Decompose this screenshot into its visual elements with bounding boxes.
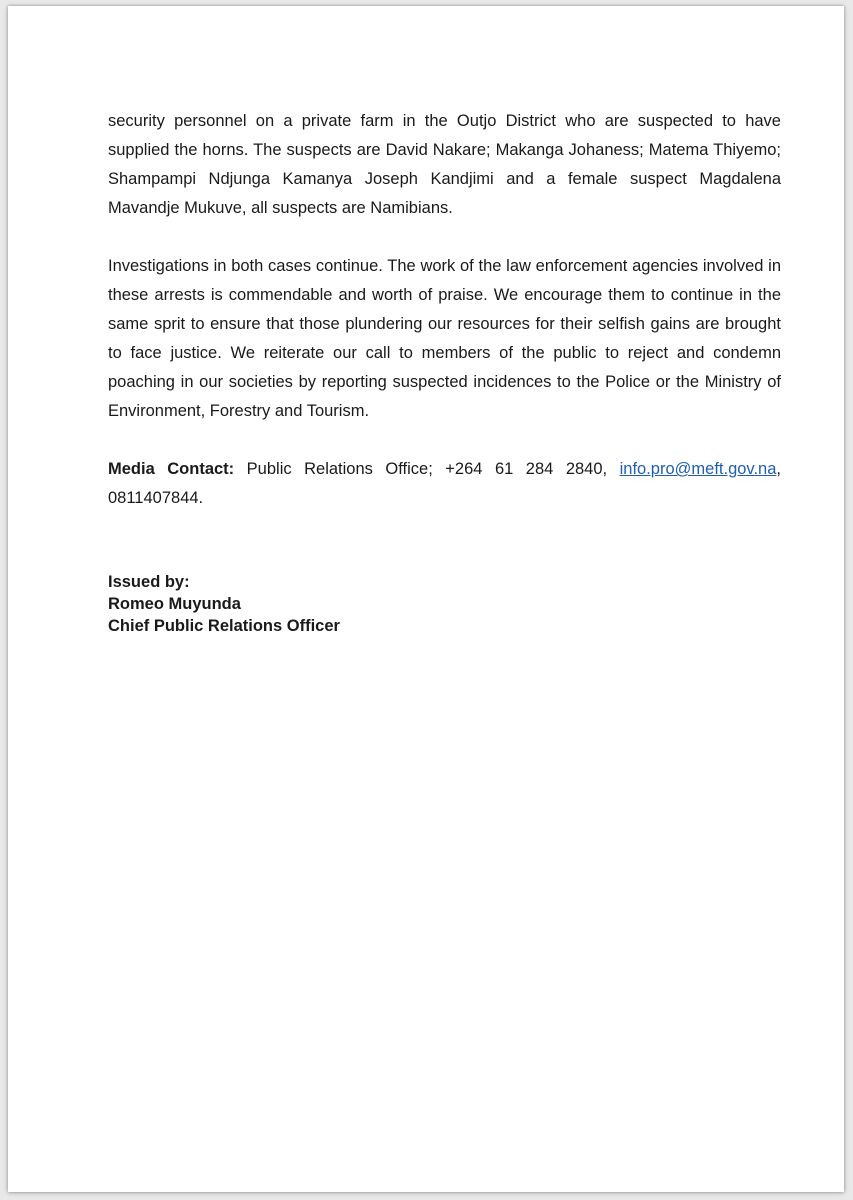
media-contact: [108, 455, 781, 513]
issued-by-block: [108, 571, 781, 637]
paragraph-suspects: security personnel on a private farm in the Outjo District who are suspected to have supplied the horns. The suspects are David Nakare; Makanga Johaness; Matema Thiyemo; Shampampi Ndjunga Kamanya Joseph Kandjimi and a female suspect Magdalena Mavandje Mukuve, all suspects are Namibians.: [108, 112, 781, 217]
document-page: [8, 6, 844, 1192]
media-contact-label: Media Contact:: [108, 460, 235, 478]
media-contact-text: Public Relations Office; +264 61 284 2840,: [234, 460, 620, 478]
document-body: [108, 107, 781, 637]
paragraph-investigations: Investigations in both cases continue. The work of the law enforcement agencies involved in these arrests is commendable and worth of praise. We encourage them to continue in the same sprit to ensure that those plundering our resources for their selfish gains are brought to face justice. We reiterate our call to members of the public to reject and condemn poaching in our societies by reporting suspected incidences to the Police or the Ministry of Environment, Forestry and Tourism.: [108, 257, 781, 420]
issued-by-label: Issued by:: [108, 573, 190, 591]
issuer-title: Chief Public Relations Officer: [108, 617, 340, 635]
email-link[interactable]: info.pro@meft.gov.na: [619, 460, 777, 478]
media-contact-phone: , 0811407844.: [108, 460, 781, 507]
issuer-name: Romeo Muyunda: [108, 595, 241, 613]
